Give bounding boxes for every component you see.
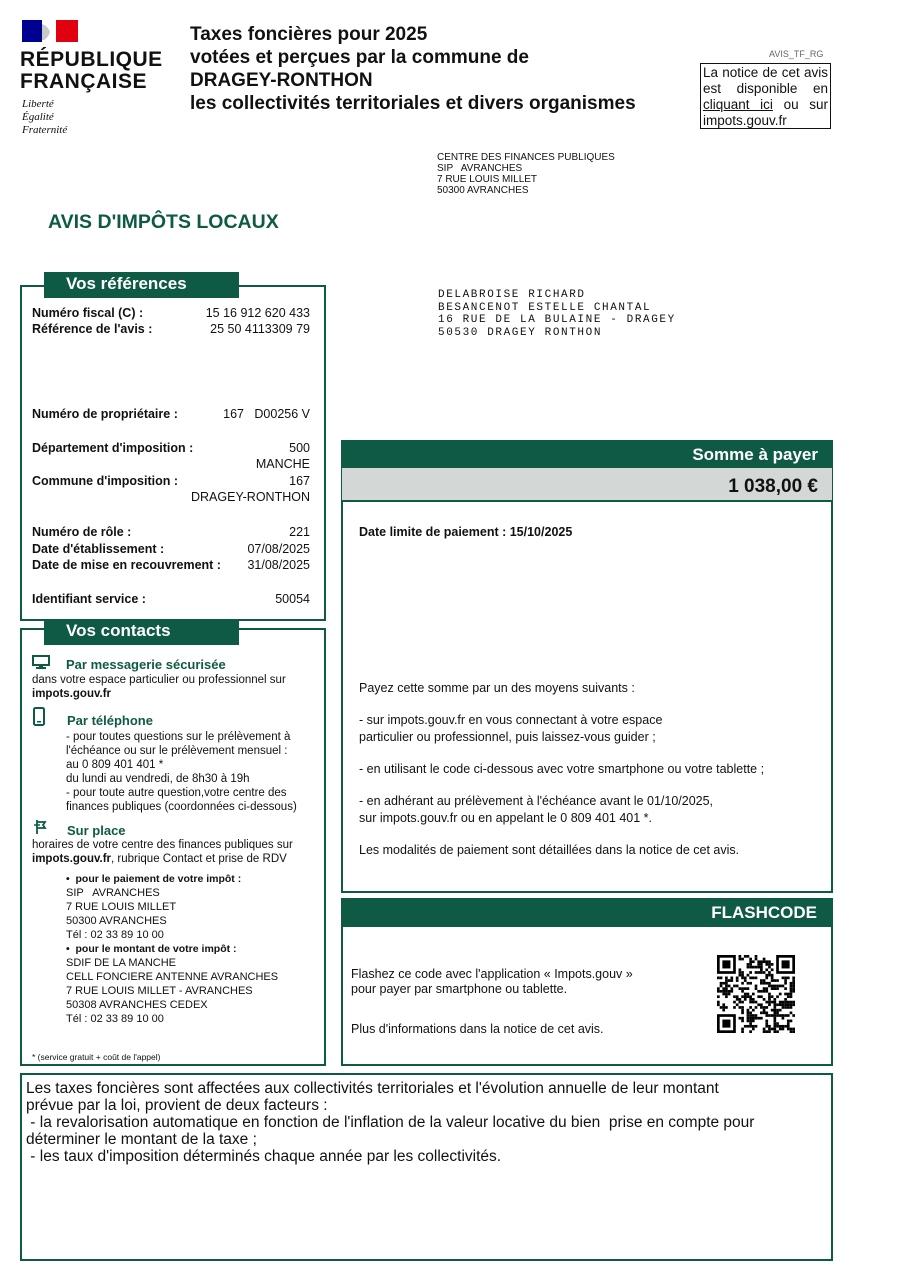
telephone-line: - pour toutes questions sur le prélèvement à	[66, 731, 291, 743]
paiement-line: 7 RUE LOUIS MILLET	[66, 901, 177, 913]
info-line: prévue par la loi, provient de deux facteurs :	[26, 1097, 328, 1114]
payment-intro: Payez cette somme par un des moyens suivants :	[359, 681, 635, 695]
qr-code-icon[interactable]	[717, 955, 795, 1033]
paiement-heading: • pour le paiement de votre impôt :	[66, 873, 242, 885]
commune-name: DRAGEY-RONTHON	[191, 490, 310, 504]
telephone-line: au 0 809 401 401 *	[66, 759, 164, 771]
flashcode-heading: FLASHCODE	[711, 903, 817, 922]
notice-prefix: La notice de cet avis est disponible en	[703, 65, 828, 96]
montant-line: 50308 AVRANCHES CEDEX	[66, 999, 208, 1011]
service-value: 50054	[275, 592, 310, 606]
telephone-line: l'échéance ou sur le prélèvement mensuel :	[66, 745, 288, 757]
role-value: 221	[289, 525, 310, 539]
phone-icon	[33, 707, 45, 726]
commune-code: 167	[289, 474, 310, 488]
surplace-title: Sur place	[67, 823, 126, 838]
numero-fiscal-label: Numéro fiscal (C) :	[32, 306, 144, 320]
telephone-title: Par téléphone	[67, 713, 153, 728]
service-label: Identifiant service :	[32, 592, 146, 606]
flag-icon	[22, 20, 78, 42]
form-code: AVIS_TF_RG	[769, 49, 824, 59]
motto-fraternite: Fraternité	[22, 124, 68, 136]
notice-box	[700, 63, 831, 129]
info-text	[26, 1080, 826, 1165]
sender-line: 50300 AVRANCHES	[437, 185, 529, 196]
payment-way-1b: particulier ou professionnel, puis laissez-vous guider ;	[359, 730, 656, 744]
sender-line: SIP AVRANCHES	[437, 163, 523, 174]
location-icon	[33, 819, 47, 835]
payment-deadline: Date limite de paiement : 15/10/2025	[359, 525, 573, 539]
flashcode-text	[351, 967, 633, 1037]
title-line-1: Taxes foncières pour 2025	[190, 24, 428, 45]
computer-icon	[32, 655, 50, 669]
contacts-heading: Vos contacts	[44, 619, 239, 645]
surplace-text: horaires de votre centre des finances publiques sur	[32, 839, 293, 851]
info-line: - les taux d'imposition déterminés chaque année par les collectivités.	[26, 1148, 502, 1165]
title-line-2: votées et perçues par la commune de	[190, 47, 529, 68]
ref-avis-label: Référence de l'avis :	[32, 322, 153, 336]
motto-liberte: Liberté	[22, 98, 54, 110]
proprietaire-label: Numéro de propriétaire :	[32, 407, 178, 421]
info-line: Les taxes foncières sont affectées aux collectivités territoriales et l'évolution annuelle de leur montant	[26, 1080, 719, 1097]
notice-suffix: ou sur impots.gouv.fr	[703, 97, 829, 128]
amount-value: 1 038,00 €	[728, 476, 818, 497]
paiement-line: SIP AVRANCHES	[66, 887, 160, 899]
montant-heading-text: pour le montant de votre impôt :	[75, 943, 237, 955]
info-line: déterminer le montant de la taxe ;	[26, 1131, 257, 1148]
recouvrement-label: Date de mise en recouvrement :	[32, 558, 221, 572]
messagerie-text: dans votre espace particulier ou professionnel sur	[32, 674, 286, 686]
departement-label: Département d'imposition :	[32, 441, 194, 455]
messagerie-link[interactable]: impots.gouv.fr	[32, 688, 112, 700]
document-title: AVIS D'IMPÔTS LOCAUX	[48, 211, 279, 233]
marianne-logo	[20, 20, 163, 138]
paiement-line: Tél : 02 33 89 10 00	[66, 929, 164, 941]
centres-list	[66, 872, 322, 1026]
departement-code: 500	[289, 441, 310, 455]
telephone-line: - pour toute autre question,votre centre des	[66, 787, 287, 799]
recipient-line: 50530 DRAGEY RONTHON	[438, 326, 603, 339]
montant-line: CELL FONCIERE ANTENNE AVRANCHES	[66, 971, 279, 983]
telephone-details	[66, 730, 322, 814]
recipient-line: DELABROISE RICHARD	[438, 289, 586, 301]
payment-heading: Somme à payer	[692, 445, 818, 464]
sender-address	[437, 152, 615, 196]
recipient-line: 16 RUE DE LA BULAINE - DRAGEY	[438, 314, 676, 326]
messagerie-title: Par messagerie sécurisée	[66, 657, 226, 672]
montant-line: Tél : 02 33 89 10 00	[66, 1013, 164, 1025]
montant-line: 7 RUE LOUIS MILLET - AVRANCHES	[66, 985, 253, 997]
surplace-link[interactable]: impots.gouv.fr	[32, 853, 112, 865]
notice-link[interactable]: cliquant ici	[703, 97, 773, 112]
footnote: * (service gratuit + coût de l'appel)	[32, 1052, 161, 1062]
telephone-line: finances publiques (coordonnées ci-dessous)	[66, 801, 297, 813]
etablissement-label: Date d'établissement :	[32, 542, 165, 556]
flashcode-line: Flashez ce code avec l'application « Impots.gouv »	[351, 967, 633, 981]
surplace-line2	[32, 852, 320, 866]
commune-label: Commune d'imposition :	[32, 474, 179, 488]
payment-instructions	[359, 680, 829, 859]
telephone-line: du lundi au vendredi, de 8h30 à 19h	[66, 773, 250, 785]
role-label: Numéro de rôle :	[32, 525, 132, 539]
marianne-line1: RÉPUBLIQUE	[20, 48, 163, 71]
paiement-heading-text: pour le paiement de votre impôt :	[75, 873, 242, 885]
motto-egalite: Égalité	[22, 111, 54, 123]
montant-heading: • pour le montant de votre impôt :	[66, 943, 237, 955]
recipient-address	[438, 289, 676, 339]
payment-way-2: - en utilisant le code ci-dessous avec votre smartphone ou votre tablette ;	[359, 762, 765, 776]
numero-fiscal-value: 15 16 912 620 433	[205, 306, 310, 320]
montant-line: SDIF DE LA MANCHE	[66, 957, 177, 969]
payment-way-3b: sur impots.gouv.fr ou en appelant le 0 809 401 401 *.	[359, 811, 653, 825]
recipient-line: BESANCENOT ESTELLE CHANTAL	[438, 301, 652, 314]
sender-line: CENTRE DES FINANCES PUBLIQUES	[437, 152, 615, 163]
payment-way-3a: - en adhérant au prélèvement à l'échéance avant le 01/10/2025,	[359, 794, 714, 808]
paiement-line: 50300 AVRANCHES	[66, 915, 167, 927]
references-heading: Vos références	[44, 272, 239, 298]
etablissement-value: 07/08/2025	[247, 542, 310, 556]
title-line-3: DRAGEY-RONTHON	[190, 70, 373, 91]
marianne-line2: FRANÇAISE	[20, 70, 148, 93]
proprietaire-value: 167 D00256 V	[223, 407, 310, 421]
title-line-4: les collectivités territoriales et divers organismes	[190, 93, 636, 114]
departement-name: MANCHE	[255, 457, 310, 471]
info-line: - la revalorisation automatique en fonction de l'inflation de la valeur locative du bien prise en compte pour	[26, 1114, 755, 1131]
surplace-suffix: , rubrique Contact et prise de RDV	[111, 853, 287, 865]
header-title	[190, 23, 636, 115]
flashcode-line: Plus d'informations dans la notice de cet avis.	[351, 1022, 604, 1036]
flashcode-line: pour payer par smartphone ou tablette.	[351, 982, 568, 996]
payment-way-1a: - sur impots.gouv.fr en vous connectant à votre espace	[359, 713, 663, 727]
recouvrement-value: 31/08/2025	[247, 558, 310, 572]
sender-line: 7 RUE LOUIS MILLET	[437, 174, 538, 185]
ref-avis-value: 25 50 4113309 79	[210, 322, 310, 336]
payment-modalites: Les modalités de paiement sont détaillées dans la notice de cet avis.	[359, 843, 740, 857]
